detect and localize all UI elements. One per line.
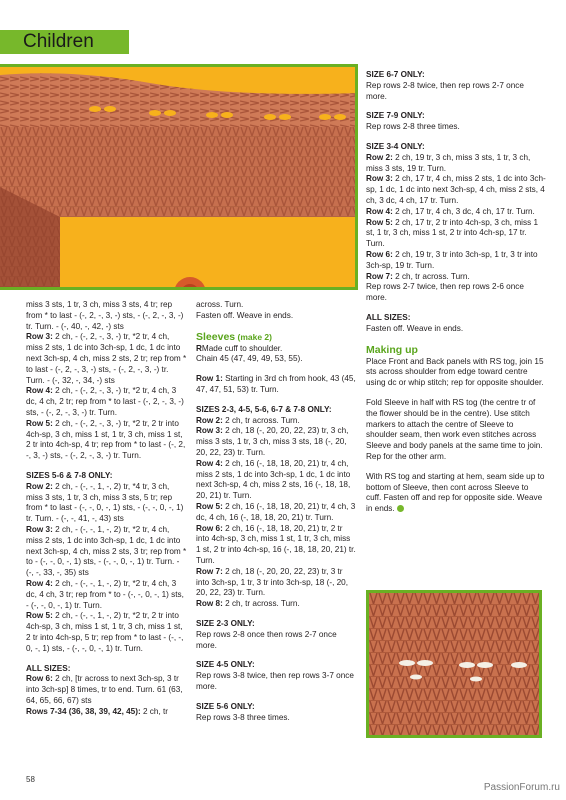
row-label: Row 3: (26, 332, 53, 342)
section-title: Making up (366, 343, 418, 356)
instruction-text: across. Turn. (196, 300, 244, 309)
instruction-text: 2 ch, 17 tr, 4 ch, miss 2 sts, 1 dc into 3ch-sp, 1 dc, 1 dc into next 3ch-sp, 4 ch, miss 2 sts, 4 ch, 3 dc, 4 ch, 17 tr. Turn. (366, 174, 546, 205)
instruction-text: 2 ch, 16 (-, 18, 18, 20, 21) tr, 4 ch, 3 dc, 4 ch, 16 (-, 18, 18, 20, 21) tr. Turn. (196, 501, 356, 522)
section-note: (make 2) (235, 331, 272, 342)
instruction-text: With RS tog and starting at hem, seam side up to bottom of Sleeve, then cont across Sleeve to cuff. Fasten off and rep for opposite side. Weave in ends. (366, 471, 545, 514)
size-heading: SIZE 2-3 ONLY: (196, 618, 255, 628)
instruction-paragraph (26, 674, 188, 706)
instruction-text: 2 ch, 18 (-, 20, 20, 22, 23) tr, 3 tr into 3ch-sp, 1 tr, 3 tr into 3ch-sp, 18 (-, 20, 20, 22, 23) tr. Turn. (196, 566, 348, 598)
size-heading: SIZES 2-3, 4-5, 5-6, 6-7 & 7-8 ONLY: (196, 404, 332, 414)
instruction-paragraph (196, 374, 356, 396)
row-label: Row 4: (196, 458, 223, 468)
page-title: Children (23, 31, 94, 52)
instruction-paragraph (196, 344, 356, 355)
size-heading: ALL SIZES: (366, 312, 411, 322)
paragraph-gap (196, 610, 356, 619)
instruction-paragraph (366, 153, 546, 175)
instruction-paragraph (196, 524, 356, 567)
instruction-paragraph (196, 599, 356, 610)
instruction-text: Rep rows 3-8 twice, then rep rows 3-7 once more. (196, 671, 354, 691)
row-label: Row 4: (26, 578, 53, 588)
instruction-paragraph (366, 81, 546, 103)
row-label: Row 2: (366, 152, 393, 162)
crochet-yoke-photo (0, 64, 358, 290)
instruction-paragraph (196, 300, 356, 311)
paragraph-gap (366, 102, 546, 111)
paragraph-gap (366, 335, 546, 344)
instruction-paragraph (26, 525, 188, 579)
instruction-text: 2 ch, - (-, -, 1, -, 2) tr, *2 tr, 4 ch, miss 2 sts, 1 dc into 3ch-sp, 1 dc, 1 dc into next 3ch-sp, 4 ch, miss 2 sts, 3 tr; rep from * to - (-, -, 0, -, 1) sts, - (-, -, 0, -, 1) tr. Turn. - (-, -, 33, -, 35) sts (26, 524, 187, 578)
row-label: Row 1: (196, 374, 223, 384)
instruction-text: Starting in 3rd ch from hook, 43 (45, 47, 47, 51, 53) tr. Turn. (196, 374, 356, 394)
instruction-paragraph (366, 282, 546, 304)
instruction-text: 2 ch, 16 (-, 18, 18, 20, 21) tr, 4 ch, miss 2 sts, 1 dc into 3ch-sp, 1 dc, 1 dc into next 3ch-sp, 4 ch, miss 2 sts, 16 (-, 18, 18, 20, 21) tr. Turn. (196, 458, 351, 501)
row-label: Row 5: (26, 611, 53, 621)
watermark-text: PassionForum.ru (483, 782, 560, 793)
paragraph-gap (196, 396, 356, 405)
instruction-text: Fasten off. Weave in ends. (196, 310, 294, 320)
instruction-text: 2 ch, 17 tr, 4 ch, 3 dc, 4 ch, 17 tr. Turn. (392, 206, 535, 216)
instruction-text: 2 ch, [tr across to next 3ch-sp, 3 tr into 3ch-sp] 8 times, tr to end. Turn. 61 (63, 64, 65, 66, 67) sts (26, 674, 183, 705)
paragraph-gap (196, 693, 356, 702)
instruction-text: 2 ch, - (-, 2, -, 3, -) tr, *2 tr, 4 ch, 3 dc, 4 ch, 2 tr; rep from * to last - (-, 2, -, 3, -) sts, - (-, 2, -, 3, -) tr. Turn. (26, 386, 184, 417)
row-label: Row 5: (196, 501, 223, 511)
instruction-text: 2 ch, 19 tr, 3 ch, miss 3 sts, 1 tr, 3 ch, miss 3 sts, 19 tr. Turn. (366, 152, 531, 173)
instruction-paragraph (366, 472, 546, 515)
row-label: Row 8: (196, 599, 223, 609)
paragraph-gap (366, 133, 546, 142)
instruction-text: miss 3 sts, 1 tr, 3 ch, miss 3 sts, 4 tr; rep from * to last - (-, 2, -, 3, -) sts, - (-, 2, -, 3, -) tr. Turn. - (-, 40, -, 42, -) sts (26, 300, 184, 331)
instruction-text: 2 ch, 19 tr, 3 tr into 3ch-sp, 1 tr, 3 tr into 3ch-sp, 19 tr. Turn. (366, 249, 538, 270)
text-column-1 (26, 300, 188, 717)
instruction-paragraph (196, 713, 356, 724)
section-title: Sleeves (196, 330, 236, 343)
instruction-paragraph (196, 459, 356, 502)
page-number: 58 (26, 775, 35, 784)
paragraph-gap (366, 463, 546, 472)
instruction-paragraph (26, 386, 188, 418)
row-label: Row 3: (366, 174, 393, 184)
instruction-paragraph (366, 357, 546, 389)
instruction-text: Rep rows 2-7 twice, then rep rows 2-6 once more. (366, 282, 524, 303)
instruction-paragraph (366, 398, 546, 463)
instruction-paragraph (366, 250, 546, 272)
instruction-paragraph (366, 272, 546, 283)
paragraph-gap (196, 365, 356, 374)
instruction-text: 2 ch, - (-, -, 1, -, 2) tr, *2 tr, 4 ch, 3 dc, 4 ch, 3 tr; rep from * to - (-, -, 0, -, 1) sts, - (-, -, 0, -, 1) tr. Turn. (26, 578, 184, 610)
end-marker-icon (397, 505, 404, 512)
row-label: Row 6: (26, 674, 53, 684)
row-label: Row 2: (26, 481, 53, 491)
row-label: Row 4: (366, 206, 393, 216)
instruction-paragraph (26, 579, 188, 611)
instruction-text: Rep rows 2-8 twice, then rep rows 2-7 once more. (366, 80, 524, 101)
text-column-2 (196, 300, 356, 723)
instruction-paragraph (366, 174, 546, 206)
section-heading (366, 344, 546, 357)
stitch-detail-illustration (369, 593, 542, 738)
instruction-text: 2 ch, tr across. Turn. (392, 271, 470, 281)
paragraph-gap (196, 651, 356, 660)
instruction-paragraph (26, 332, 188, 386)
paragraph-gap (196, 322, 356, 331)
row-label: Row 6: (196, 523, 223, 533)
instruction-paragraph (366, 324, 546, 335)
row-label: Row 6: (366, 249, 393, 259)
stitch-detail-photo (366, 590, 542, 738)
instruction-paragraph (196, 502, 356, 524)
instruction-text: 2 ch, 18 (-, 20, 20, 22, 23) tr, 3 ch, miss 3 sts, 1 tr, 3 ch, miss 3 sts, 18 (-, 20, 20, 22, 23) tr. Turn. (196, 426, 349, 457)
instruction-paragraph (26, 482, 188, 525)
instruction-paragraph (26, 300, 188, 332)
instruction-paragraph (26, 419, 188, 462)
instruction-text: 2 ch, 17 tr, 2 tr into 4ch-sp, 3 ch, miss 1 st, 1 tr, 3 ch, miss 1 st, 2 tr into 4ch-sp, 17 tr. Turn. (366, 217, 539, 249)
instruction-text: 2 ch, tr (140, 706, 168, 716)
instruction-text: 2 ch, tr across. Turn. (222, 599, 300, 609)
instruction-text: 2 ch, tr across. Turn. (222, 415, 300, 425)
paragraph-gap (366, 304, 546, 313)
section-heading (196, 331, 356, 344)
size-heading: SIZE 3-4 ONLY: (366, 141, 425, 151)
size-heading: SIZE 6-7 ONLY: (366, 70, 425, 79)
instruction-paragraph (366, 207, 546, 218)
instruction-text: Chain 45 (47, 49, 49, 53, 55). (196, 354, 303, 364)
instruction-paragraph (196, 416, 356, 427)
instruction-paragraph (196, 354, 356, 365)
instruction-text: Rep rows 3-8 three times. (196, 712, 290, 722)
instruction-text: Rep rows 2-8 once then rows 2-7 once more. (196, 629, 337, 650)
row-label: Row 5: (366, 217, 393, 227)
instruction-paragraph (26, 707, 188, 718)
instruction-paragraph (366, 122, 546, 133)
row-label: Row 4: (26, 386, 53, 396)
instruction-text: 2 ch, - (-, 2, -, 3, -) tr, *2 tr, 2 tr into 4ch-sp, 3 ch, miss 1 st, 1 tr, 3 ch, miss 1 st, 2 tr into 4ch-sp, 4 tr; rep from * to last - (-, 2, -, 3, -) sts, - (-, 2, -, 3, -) tr. Turn. (26, 418, 186, 461)
size-heading: SIZE 4-5 ONLY: (196, 660, 255, 670)
instruction-paragraph (366, 218, 546, 250)
paragraph-gap (26, 462, 188, 471)
row-label: Rows 7-34 (36, 38, 39, 42, 45): (26, 706, 141, 716)
instruction-text: 2 ch, - (-, -, 1, -, 2) tr, *2 tr, 2 tr into 4ch-sp, 3 ch, miss 1 st, 1 tr, 3 ch, miss 1 st, 2 tr into 4ch-sp, 5 tr; rep from * to last - (-, -, 0, -, 1) sts, - (-, -, 0, -, 1) tr. Turn. (26, 611, 184, 653)
instruction-paragraph (196, 567, 356, 599)
size-heading: SIZE 5-6 ONLY: (196, 701, 255, 711)
instruction-text: Fold Sleeve in half with RS tog (the centre tr of the flower should be in the centre). Use stitch markers to attach the centre of Sleeve to shoulder seam, then work even stitches across Sleeve and body panels at the same time to join. Rep for the other arm. (366, 397, 543, 461)
text-column-3 (366, 70, 546, 515)
instruction-paragraph (196, 311, 356, 322)
instruction-paragraph (196, 426, 356, 458)
instruction-text: 2 ch, 16 (-, 18, 18, 20, 21) tr, 2 tr into 4ch-sp, 3 ch, miss 1 st, 1 tr, 3 ch, miss 1 st, 2 tr into 4ch-sp, 16 (-, 18, 18, 20, 21) tr. Turn. (196, 523, 356, 565)
size-heading: ALL SIZES: (26, 663, 71, 673)
row-label: Row 2: (196, 415, 223, 425)
row-label: Row 5: (26, 418, 53, 428)
paragraph-gap (366, 389, 546, 398)
row-label: Row 3: (196, 426, 223, 436)
row-label: Row 7: (196, 566, 223, 576)
row-label: R (196, 343, 202, 353)
size-heading: SIZE 7-9 ONLY: (366, 111, 425, 121)
instruction-text: Fasten off. Weave in ends. (366, 323, 464, 333)
paragraph-gap (26, 655, 188, 664)
instruction-paragraph (26, 611, 188, 654)
row-label: Row 7: (366, 271, 393, 281)
instruction-paragraph (196, 671, 356, 693)
crochet-yoke-illustration (0, 67, 358, 290)
size-heading: SIZES 5-6 & 7-8 ONLY: (26, 470, 113, 480)
instruction-text: Place Front and Back panels with RS tog, join 15 sts across shoulder from edge toward centre using dc or whip stitch; rep for opposite shoulder. (366, 356, 544, 388)
instruction-text: Made cuff to shoulder. (201, 343, 283, 353)
instruction-text: 2 ch, - (-, -, 1, -, 2) tr, *4 tr, 3 ch, miss 3 sts, 1 tr, 3 ch, miss 3 sts, 5 tr; rep from * to last - (-, -, 0, -, 1) sts, - (-, -, 0, -, 1) tr. Turn. - (-, -, 41, -, 43) sts (26, 481, 184, 524)
instruction-text: Rep rows 2-8 three times. (366, 122, 460, 132)
row-label: Row 3: (26, 524, 53, 534)
instruction-paragraph (196, 630, 356, 652)
instruction-text: 2 ch, - (-, 2, -, 3, -) tr, *2 tr, 4 ch, miss 2 sts, 1 dc into 3ch-sp, 1 dc, 1 dc into next 3ch-sp, 4 ch, miss 2 sts, 2 tr; rep from * to last - (-, 2, -, 3, -) sts, - (-, 2, -, 3, -) tr. Turn. - (-, 32, -, 34, -) sts (26, 332, 187, 385)
